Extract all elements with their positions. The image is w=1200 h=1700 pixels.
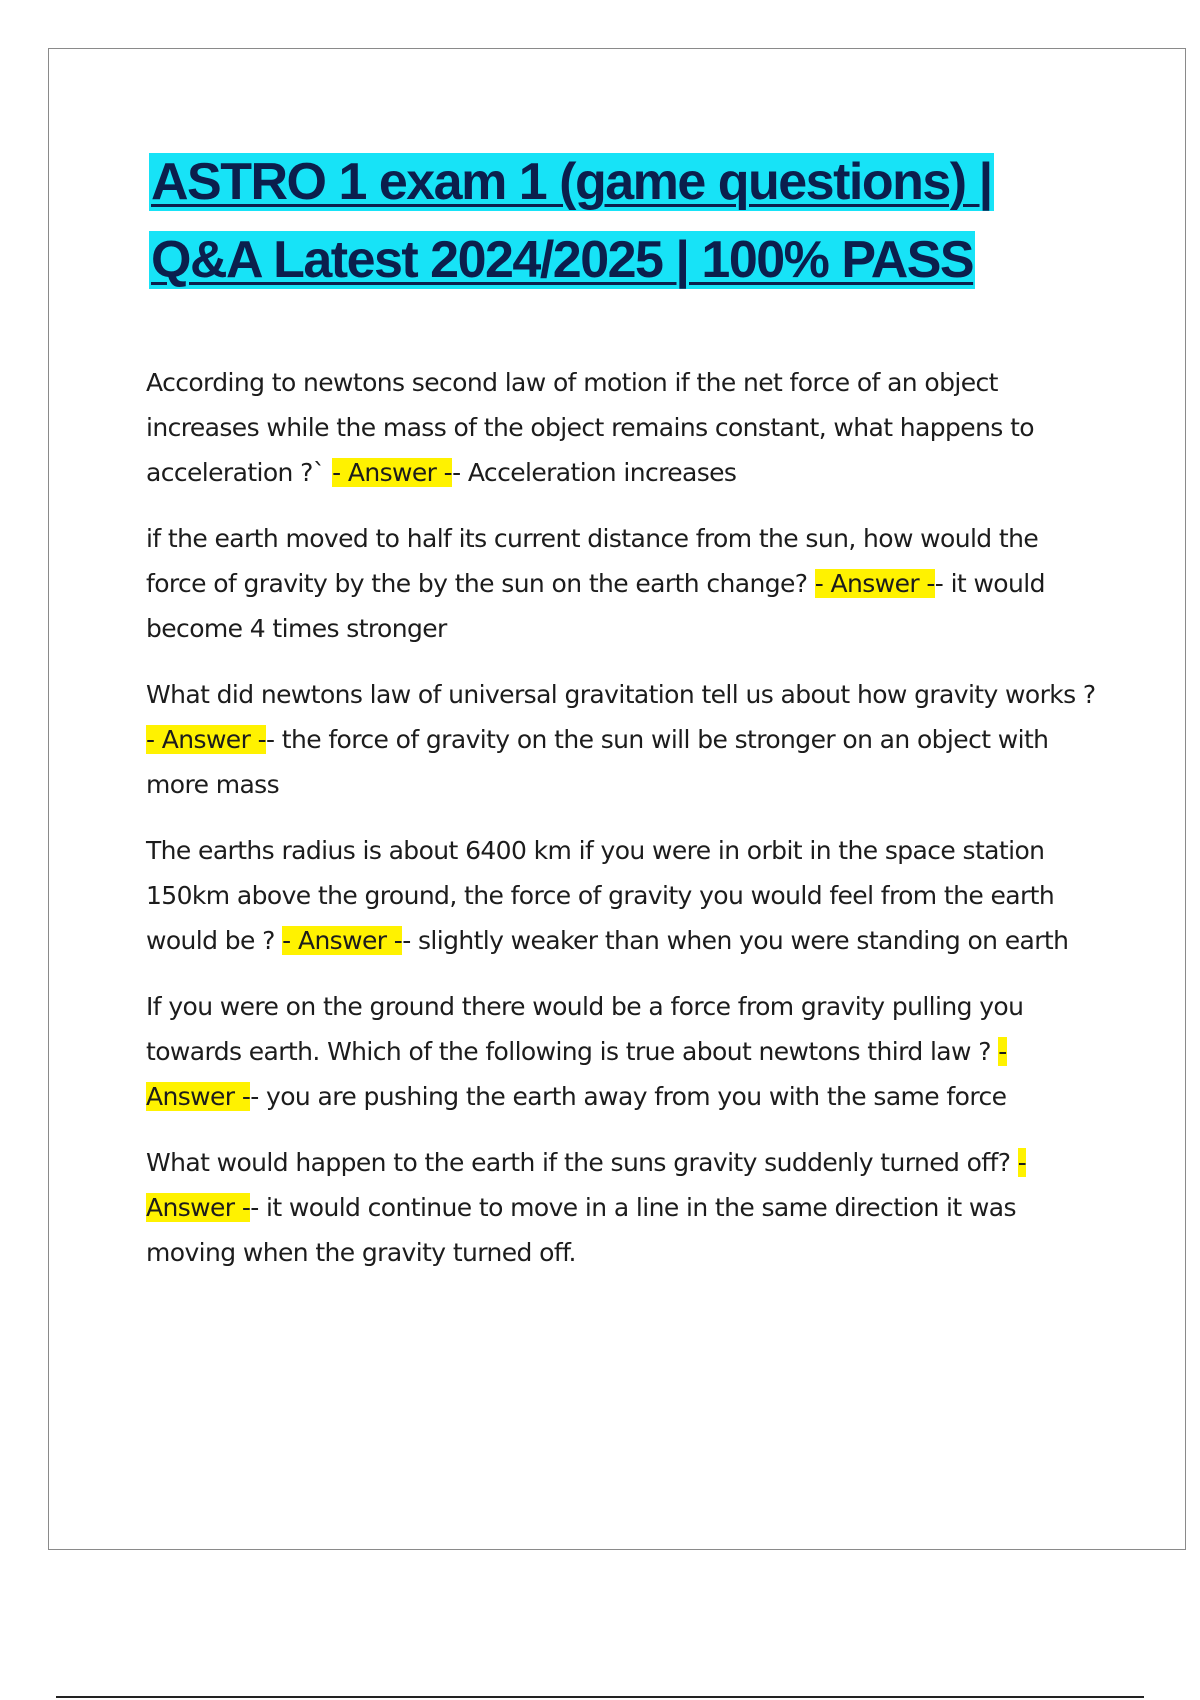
question-text: What did newtons law of universal gravitation tell us about how gravity works ? xyxy=(146,680,1096,709)
answer-marker: - Answer - xyxy=(282,926,403,955)
title-line-2: Q&A Latest 2024/2025 | 100% PASS xyxy=(151,231,974,289)
qa-item-1 xyxy=(146,360,1096,495)
answer-text: - the force of gravity on the sun will be stronger on an object with more mass xyxy=(146,725,1049,799)
answer-marker: - Answer - xyxy=(814,569,935,598)
qa-item-5 xyxy=(146,984,1096,1119)
answer-marker: - Answer - xyxy=(146,1148,1027,1222)
title-line-1: ASTRO 1 exam 1 (game questions) | xyxy=(151,153,992,211)
answer-text: - slightly weaker than when you were standing on earth xyxy=(402,926,1069,955)
question-text: The earths radius is about 6400 km if you were in orbit in the space station 150km above the ground, the force of gravity you would feel from the earth would be ? xyxy=(146,836,1055,955)
answer-text: - it would become 4 times stronger xyxy=(146,569,1045,643)
answer-marker: - Answer - xyxy=(146,725,267,754)
qa-item-6 xyxy=(146,1140,1096,1275)
page-divider xyxy=(56,1696,1144,1698)
qa-item-2 xyxy=(146,516,1096,651)
question-text: What would happen to the earth if the suns gravity suddenly turned off? xyxy=(146,1148,1018,1177)
question-text: According to newtons second law of motion if the net force of an object increases while the mass of the object remains constant, what happens to acceleration ?` xyxy=(146,368,1034,487)
answer-text: - it would continue to move in a line in the same direction it was moving when the gravity turned off. xyxy=(146,1193,1016,1267)
qa-item-4 xyxy=(146,828,1096,963)
answer-marker: - Answer - xyxy=(146,1037,1007,1111)
answer-text: - Acceleration increases xyxy=(452,458,737,487)
document-title xyxy=(149,143,1089,299)
question-text: If you were on the ground there would be a force from gravity pulling you towards earth. Which of the following is true about newtons third law ? xyxy=(146,992,1024,1066)
qa-list xyxy=(146,360,1096,1296)
qa-item-3 xyxy=(146,672,1096,807)
answer-marker: - Answer - xyxy=(332,458,453,487)
answer-text: - you are pushing the earth away from you with the same force xyxy=(250,1082,1007,1111)
question-text: if the earth moved to half its current distance from the sun, how would the force of gravity by the by the sun on the earth change? xyxy=(146,524,1039,598)
